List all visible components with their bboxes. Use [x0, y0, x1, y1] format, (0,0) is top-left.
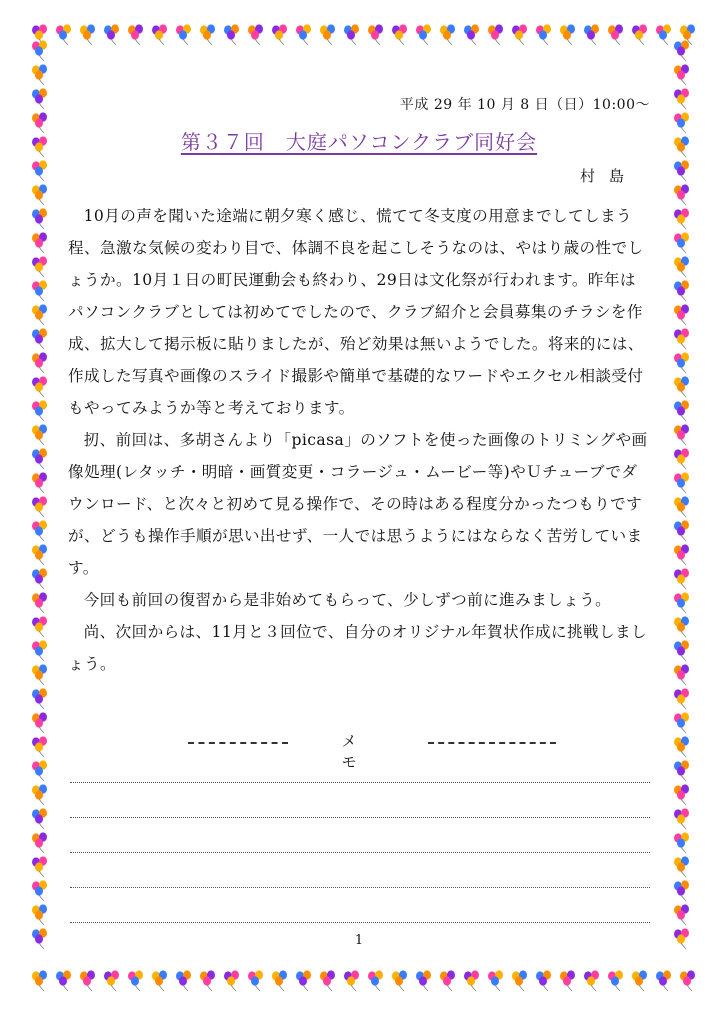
paragraph: 尚、次回からは、11月と３回位で、自分のオリジナル年賀状作成に挑戦しましょう。	[68, 623, 647, 673]
balloon-cluster-icon	[30, 232, 52, 254]
newsletter-page	[68, 60, 650, 960]
balloon-cluster-icon	[30, 400, 52, 422]
balloon-cluster-icon	[672, 448, 694, 470]
balloon-cluster-icon	[558, 24, 580, 46]
balloon-cluster-icon	[30, 592, 52, 614]
balloon-cluster-icon	[558, 970, 580, 992]
balloon-cluster-icon	[486, 970, 508, 992]
balloon-cluster-icon	[672, 304, 694, 326]
balloon-cluster-icon	[30, 712, 52, 734]
balloon-cluster-icon	[30, 304, 52, 326]
memo-line	[70, 782, 650, 783]
balloon-cluster-icon	[414, 970, 436, 992]
balloon-cluster-icon	[294, 970, 316, 992]
balloon-cluster-icon	[342, 970, 364, 992]
balloon-cluster-icon	[672, 520, 694, 542]
balloon-cluster-icon	[672, 784, 694, 806]
balloon-cluster-icon	[30, 112, 52, 134]
balloon-cluster-icon	[126, 970, 148, 992]
balloon-cluster-icon	[672, 592, 694, 614]
balloon-cluster-icon	[582, 24, 604, 46]
balloon-cluster-icon	[672, 424, 694, 446]
balloon-cluster-icon	[270, 24, 292, 46]
balloon-cluster-icon	[30, 760, 52, 782]
balloon-cluster-icon	[30, 64, 52, 86]
balloon-cluster-icon	[390, 970, 412, 992]
balloon-cluster-icon	[672, 856, 694, 878]
balloon-cluster-icon	[630, 970, 652, 992]
balloon-cluster-icon	[126, 24, 148, 46]
balloon-cluster-icon	[30, 376, 52, 398]
page-number: 1	[354, 933, 364, 948]
balloon-cluster-icon	[672, 400, 694, 422]
balloon-cluster-icon	[30, 856, 52, 878]
balloon-cluster-icon	[30, 904, 52, 926]
balloon-cluster-icon	[342, 24, 364, 46]
balloon-cluster-icon	[510, 24, 532, 46]
balloon-cluster-icon	[630, 24, 652, 46]
balloon-cluster-icon	[534, 970, 556, 992]
balloon-cluster-icon	[30, 496, 52, 518]
balloon-cluster-icon	[30, 544, 52, 566]
balloon-cluster-icon	[672, 328, 694, 350]
balloon-cluster-icon	[534, 24, 556, 46]
balloon-cluster-icon	[294, 24, 316, 46]
balloon-cluster-icon	[222, 970, 244, 992]
balloon-cluster-icon	[318, 24, 340, 46]
balloon-cluster-icon	[102, 970, 124, 992]
balloon-cluster-icon	[198, 970, 220, 992]
balloon-cluster-icon	[462, 970, 484, 992]
meeting-date: 平成 29 年 10 月 8 日（日）10:00～	[399, 97, 650, 113]
balloon-cluster-icon	[30, 40, 52, 62]
balloon-cluster-icon	[672, 904, 694, 926]
balloon-cluster-icon	[654, 970, 676, 992]
balloon-cluster-icon	[672, 808, 694, 830]
balloon-cluster-icon	[606, 970, 628, 992]
balloon-cluster-icon	[672, 352, 694, 374]
balloon-cluster-icon	[672, 664, 694, 686]
balloon-cluster-icon	[606, 24, 628, 46]
balloon-cluster-icon	[672, 712, 694, 734]
balloon-cluster-icon	[30, 970, 52, 992]
balloon-cluster-icon	[366, 24, 388, 46]
balloon-cluster-icon	[672, 640, 694, 662]
balloon-border-top	[0, 0, 724, 48]
balloon-cluster-icon	[672, 928, 694, 950]
balloon-cluster-icon	[672, 280, 694, 302]
balloon-cluster-icon	[672, 112, 694, 134]
balloon-cluster-icon	[30, 880, 52, 902]
balloon-cluster-icon	[30, 688, 52, 710]
paragraph: 今回も前回の復習から是非始めてもらって、少しずつ前に進みましょう。	[83, 591, 612, 609]
balloon-cluster-icon	[30, 784, 52, 806]
paragraph: 扨、前回は、多胡さんより「picasa」のソフトを使った画像のトリミングや画像処理(レタッチ・明暗・画質変更・コラージュ・ムービー等)やＵチューブでダウンロード、と次々と初めて見る操作で、その時はある程度分かったつもりですが、どうも操作手順が思い出せず、一人では思うようにはならなく苦労しています。	[68, 431, 648, 577]
balloon-cluster-icon	[672, 688, 694, 710]
balloon-cluster-icon	[30, 928, 52, 950]
newsletter-title	[68, 126, 650, 155]
balloon-cluster-icon	[672, 496, 694, 518]
balloon-cluster-icon	[30, 616, 52, 638]
balloon-cluster-icon	[54, 970, 76, 992]
balloon-cluster-icon	[672, 832, 694, 854]
balloon-cluster-icon	[672, 616, 694, 638]
balloon-cluster-icon	[672, 376, 694, 398]
balloon-cluster-icon	[510, 970, 532, 992]
balloon-cluster-icon	[30, 88, 52, 110]
balloon-cluster-icon	[390, 24, 412, 46]
balloon-cluster-icon	[30, 736, 52, 758]
balloon-cluster-icon	[672, 472, 694, 494]
balloon-cluster-icon	[30, 328, 52, 350]
balloon-border-left	[0, 40, 60, 970]
memo-line	[70, 852, 650, 853]
memo-header	[68, 730, 650, 771]
body-text	[68, 200, 650, 680]
balloon-cluster-icon	[438, 24, 460, 46]
balloon-border-right	[664, 40, 724, 970]
balloon-cluster-icon	[30, 424, 52, 446]
balloon-cluster-icon	[462, 24, 484, 46]
balloon-cluster-icon	[672, 232, 694, 254]
balloon-cluster-icon	[30, 160, 52, 182]
balloon-cluster-icon	[246, 970, 268, 992]
balloon-cluster-icon	[672, 184, 694, 206]
balloon-cluster-icon	[672, 568, 694, 590]
balloon-cluster-icon	[366, 970, 388, 992]
balloon-cluster-icon	[30, 568, 52, 590]
balloon-cluster-icon	[30, 640, 52, 662]
balloon-cluster-icon	[222, 24, 244, 46]
balloon-cluster-icon	[672, 760, 694, 782]
balloon-cluster-icon	[30, 832, 52, 854]
balloon-cluster-icon	[672, 880, 694, 902]
balloon-cluster-icon	[672, 136, 694, 158]
balloon-cluster-icon	[246, 24, 268, 46]
balloon-cluster-icon	[30, 520, 52, 542]
memo-divider-left	[188, 742, 288, 744]
memo-line	[70, 817, 650, 818]
balloon-cluster-icon	[672, 736, 694, 758]
balloon-cluster-icon	[174, 24, 196, 46]
balloon-cluster-icon	[102, 24, 124, 46]
balloon-cluster-icon	[198, 24, 220, 46]
balloon-cluster-icon	[30, 352, 52, 374]
balloon-cluster-icon	[30, 256, 52, 278]
balloon-cluster-icon	[270, 970, 292, 992]
balloon-cluster-icon	[174, 970, 196, 992]
author-name: 村島	[579, 167, 638, 185]
balloon-cluster-icon	[78, 970, 100, 992]
balloon-cluster-icon	[438, 970, 460, 992]
balloon-cluster-icon	[672, 256, 694, 278]
balloon-cluster-icon	[672, 64, 694, 86]
paragraph: 10月の声を聞いた途端に朝夕寒く感じ、慌てて冬支度の用意までしてしまう程、急激な気候の変わり目で、体調不良を起こしそうなのは、やはり歳の性でしょうか。10月１日の町民運動会も終わり、29日は文化祭が行われます。昨年はパソコンクラブとしては初めてでしたので、クラブ紹介と会員募集のチラシを作成、拡大して掲示板に貼りましたが、殆ど効果は無いようでした。将来的には、作成した写真や画像のスライド撮影や簡単で基礎的なワードやエクセル相談受付もやってみようか等と考えております。	[68, 207, 644, 417]
balloon-cluster-icon	[672, 208, 694, 230]
balloon-cluster-icon	[414, 24, 436, 46]
balloon-cluster-icon	[30, 664, 52, 686]
balloon-cluster-icon	[318, 970, 340, 992]
balloon-cluster-icon	[678, 970, 700, 992]
balloon-cluster-icon	[150, 970, 172, 992]
balloon-cluster-icon	[30, 808, 52, 830]
balloon-cluster-icon	[30, 136, 52, 158]
balloon-cluster-icon	[582, 970, 604, 992]
balloon-cluster-icon	[30, 208, 52, 230]
balloon-cluster-icon	[672, 160, 694, 182]
balloon-cluster-icon	[672, 40, 694, 62]
balloon-cluster-icon	[30, 184, 52, 206]
balloon-cluster-icon	[78, 24, 100, 46]
balloon-cluster-icon	[30, 448, 52, 470]
balloon-cluster-icon	[486, 24, 508, 46]
balloon-cluster-icon	[672, 88, 694, 110]
balloon-border-bottom	[0, 960, 724, 1024]
memo-divider-right	[428, 742, 556, 744]
balloon-cluster-icon	[150, 24, 172, 46]
newsletter-title-text: 第３７回 大庭パソコンクラブ同好会	[180, 130, 538, 154]
balloon-cluster-icon	[30, 280, 52, 302]
balloon-cluster-icon	[672, 544, 694, 566]
memo-line	[70, 922, 650, 923]
memo-label: メモ	[341, 732, 385, 771]
balloon-cluster-icon	[30, 472, 52, 494]
memo-line	[70, 887, 650, 888]
